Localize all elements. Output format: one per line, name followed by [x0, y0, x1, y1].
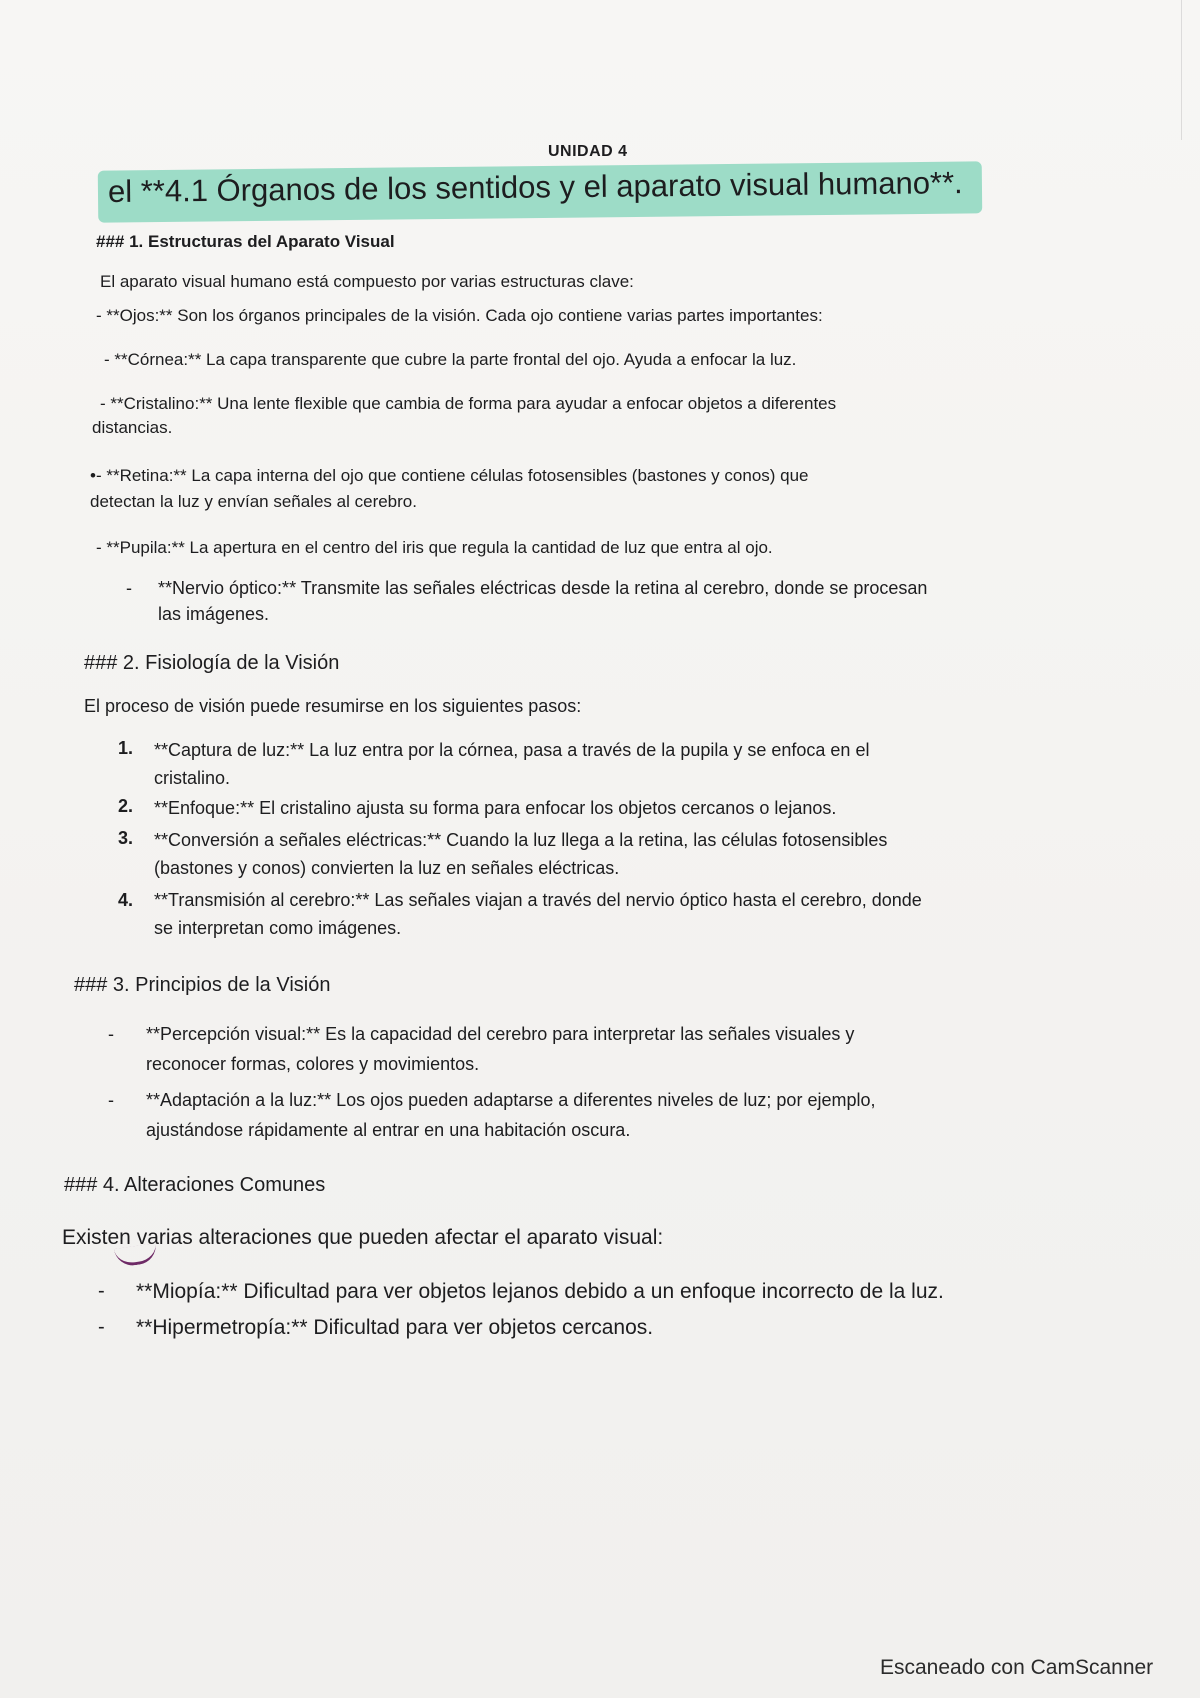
- list-dash: -: [126, 578, 132, 598]
- step-number: 3.: [118, 828, 134, 848]
- section2-intro: El proceso de visión puede resumirse en los siguientes pasos:: [84, 696, 582, 716]
- page-edge: [1181, 0, 1182, 140]
- step-captura-cont: cristalino.: [154, 768, 231, 788]
- list-item-retina-cont: detectan la luz y envían señales al cerebro.: [90, 492, 417, 511]
- list-item-hipermetropia: **Hipermetropía:** Dificultad para ver objetos cercanos.: [136, 1316, 654, 1339]
- section1-heading: ### 1. Estructuras del Aparato Visual: [96, 232, 395, 251]
- list-item-nervio: **Nervio óptico:** Transmite las señales eléctricas desde la retina al cerebro, donde se procesan: [158, 578, 928, 598]
- list-item-cristalino: - **Cristalino:** Una lente flexible que cambia de forma para ayudar a enfocar objetos a diferentes: [100, 394, 837, 413]
- list-item-nervio-cont: las imágenes.: [158, 604, 270, 624]
- list-item-cornea: - **Córnea:** La capa transparente que cubre la parte frontal del ojo. Ayuda a enfocar la luz.: [104, 350, 797, 369]
- step-transmision: **Transmisión al cerebro:** Las señales viajan a través del nervio óptico hasta el cerebro, donde: [154, 890, 922, 910]
- unit-title: UNIDAD 4: [548, 143, 628, 160]
- list-item-miopia: **Miopía:** Dificultad para ver objetos lejanos debido a un enfoque incorrecto de la luz.: [136, 1280, 944, 1303]
- list-item-pupila: - **Pupila:** La apertura en el centro del iris que regula la cantidad de luz que entra al ojo.: [96, 538, 773, 557]
- step-number: 1.: [118, 738, 134, 758]
- step-number: 4.: [118, 890, 134, 910]
- section2-heading-text: ### 2. Fisiología de la Visión: [84, 652, 340, 674]
- list-dash: -: [98, 1280, 105, 1302]
- list-item-adaptacion-cont: ajustándose rápidamente al entrar en una habitación oscura.: [146, 1120, 631, 1140]
- section2-heading: [84, 652, 339, 675]
- step-number: 2.: [118, 796, 134, 816]
- step-conversion: **Conversión a señales eléctricas:** Cuando la luz llega a la retina, las células fotosensibles: [154, 830, 888, 850]
- list-item-retina: •- **Retina:** La capa interna del ojo que contiene células fotosensibles (bastones y conos) que: [90, 466, 809, 485]
- step-enfoque: **Enfoque:** El cristalino ajusta su forma para enfocar los objetos cercanos o lejanos.: [154, 798, 837, 818]
- list-item-ojos: - **Ojos:** Son los órganos principales de la visión. Cada ojo contiene varias partes importantes:: [96, 306, 823, 325]
- list-item-percepcion: **Percepción visual:** Es la capacidad del cerebro para interpretar las señales visuales y: [146, 1024, 855, 1044]
- step-conversion-cont: (bastones y conos) convierten la luz en señales eléctricas.: [154, 858, 620, 878]
- list-item-adaptacion: **Adaptación a la luz:** Los ojos pueden adaptarse a diferentes niveles de luz; por ejemplo,: [146, 1090, 876, 1110]
- section4-intro: Existen varias alteraciones que pueden afectar el aparato visual:: [62, 1226, 664, 1249]
- step-captura: **Captura de luz:** La luz entra por la córnea, pasa a través de la pupila y se enfoca en el: [154, 740, 870, 760]
- list-dash: -: [98, 1316, 105, 1338]
- main-title: el **4.1 Órganos de los sentidos y el aparato visual humano**.: [107, 165, 963, 209]
- list-item-cristalino-cont: distancias.: [92, 418, 173, 437]
- scanner-watermark: Escaneado con CamScanner: [880, 1656, 1154, 1679]
- list-dash: -: [108, 1024, 114, 1044]
- section3-heading: ### 3. Principios de la Visión: [74, 974, 331, 996]
- step-transmision-cont: se interpretan como imágenes.: [154, 918, 402, 938]
- section4-heading: ### 4. Alteraciones Comunes: [64, 1174, 326, 1196]
- section1-intro: El aparato visual humano está compuesto por varias estructuras clave:: [100, 272, 634, 291]
- list-item-percepcion-cont: reconocer formas, colores y movimientos.: [146, 1054, 480, 1074]
- list-dash: -: [108, 1090, 114, 1110]
